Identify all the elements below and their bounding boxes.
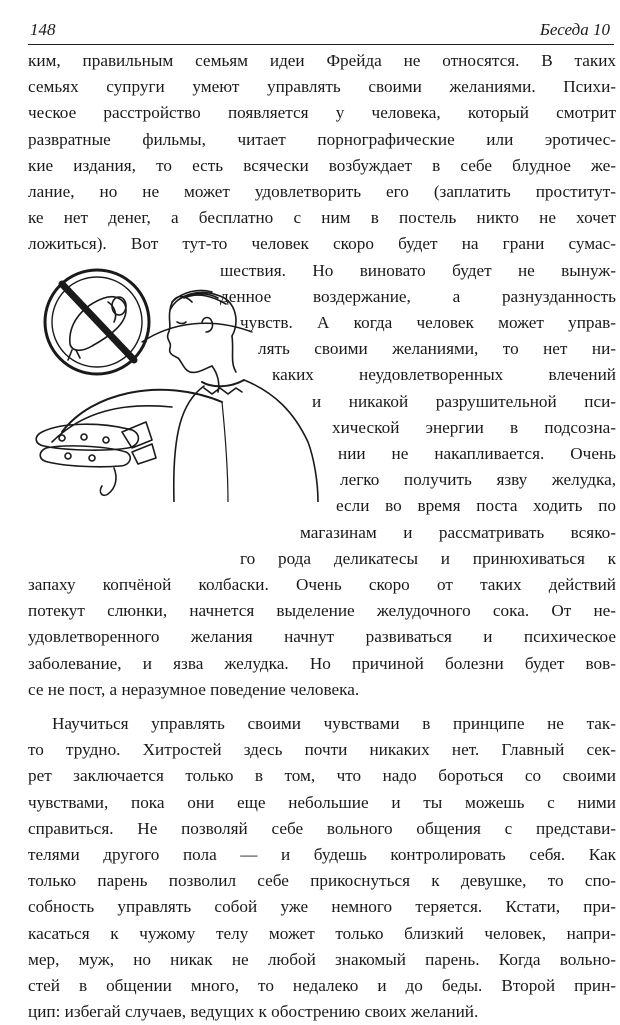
text-line: мер, муж, но никак не любой знакомый парень. Когда вольно-	[28, 949, 616, 969]
text-line: удовлетворенного желания начнут развиваться и психическое	[28, 627, 616, 647]
text-line: потекут слюнки, начнется выделение желудочного сока. От не-	[28, 601, 616, 621]
text-line: хической энергии в подсозна-	[332, 417, 616, 437]
text-line: лание, но не может удовлетворить его (заплатить проститут-	[28, 182, 616, 201]
text-line: рет заключается только в том, что надо бороться со своими	[28, 766, 616, 786]
text-line: только парень позволил себе прикоснуться к девушке, то спо-	[28, 871, 616, 891]
text-line: то трудно. Хитростей здесь почти никаких нет. Главный сек-	[28, 740, 616, 760]
text-line: ложиться). Вот тут-то человек скоро будет на грани сумас-	[28, 234, 616, 254]
text-line: ким, правильным семьям идеи Фрейда не относятся. В таких	[28, 51, 616, 70]
text-line: чувствами, пока они еще небольшие и ты можешь с ними	[28, 792, 616, 812]
prohibition-sign-icon	[45, 270, 149, 374]
text-line: ческое расстройство появляется у человека, который смотрит	[28, 103, 616, 123]
text-line: телями другого пола — и будешь контролировать себя. Как	[28, 845, 616, 864]
text-line: заболевание, и язва желудка. Но причиной болезни будет вов-	[28, 653, 616, 673]
text-line: каких неудовлетворенных влечений	[272, 365, 616, 385]
text-line: кие издания, то есть всячески возбуждает в себе блудное же-	[28, 155, 616, 175]
text-line: запаху копчёной колбаски. Очень скоро от таких действий	[28, 575, 616, 594]
sausages-icon	[36, 422, 156, 495]
running-header	[30, 18, 610, 44]
text-line: се не пост, а неразумное поведение человека.	[28, 679, 360, 699]
page-number: 148	[30, 20, 56, 39]
text-line: и никакой разрушительной пси-	[312, 391, 616, 411]
text-line: легко получить язву желудка,	[340, 470, 616, 490]
text-line: го рода деликатесы и принюхиваться к	[240, 548, 616, 568]
text-line: стей в общении много, то недалеко и до беды. Второй прин-	[28, 976, 616, 995]
text-line: денное воздержание, а разнузданность	[220, 286, 616, 306]
text-line: справиться. Не позволяй себе вольного общения с представи-	[28, 818, 616, 838]
text-line: семьях супруги умеют управлять своими желаниями. Психи-	[28, 77, 616, 97]
text-line: нии не накапливается. Очень	[338, 444, 616, 463]
text-line: Научиться управлять своими чувствами в принципе не так-	[52, 714, 616, 733]
chapter-title: Беседа 10	[539, 20, 610, 39]
text-line: магазинам и рассматривать всяко-	[300, 522, 616, 542]
text-line: чувств. А когда человек может управ-	[240, 313, 616, 332]
text-line: развратные фильмы, читает порнографические или эротичес-	[28, 129, 616, 149]
text-line: шествия. Но виновато будет не вынуж-	[220, 260, 616, 280]
text-line: цип: избегай случаев, ведущих к обострению своих желаний.	[28, 1002, 479, 1022]
text-line: лять своими желаниями, то нет ни-	[258, 339, 616, 359]
text-line: собность управлять собой уже немного теряется. Кстати, при-	[28, 897, 616, 917]
text-line: касаться к чужому телу может только близкий человек, напри-	[28, 923, 616, 943]
text-line: ке нет денег, а бесплатно с ним в постель никто не хочет	[28, 208, 616, 228]
text-line: если во время поста ходить по	[336, 496, 616, 516]
header-rule	[28, 44, 614, 45]
